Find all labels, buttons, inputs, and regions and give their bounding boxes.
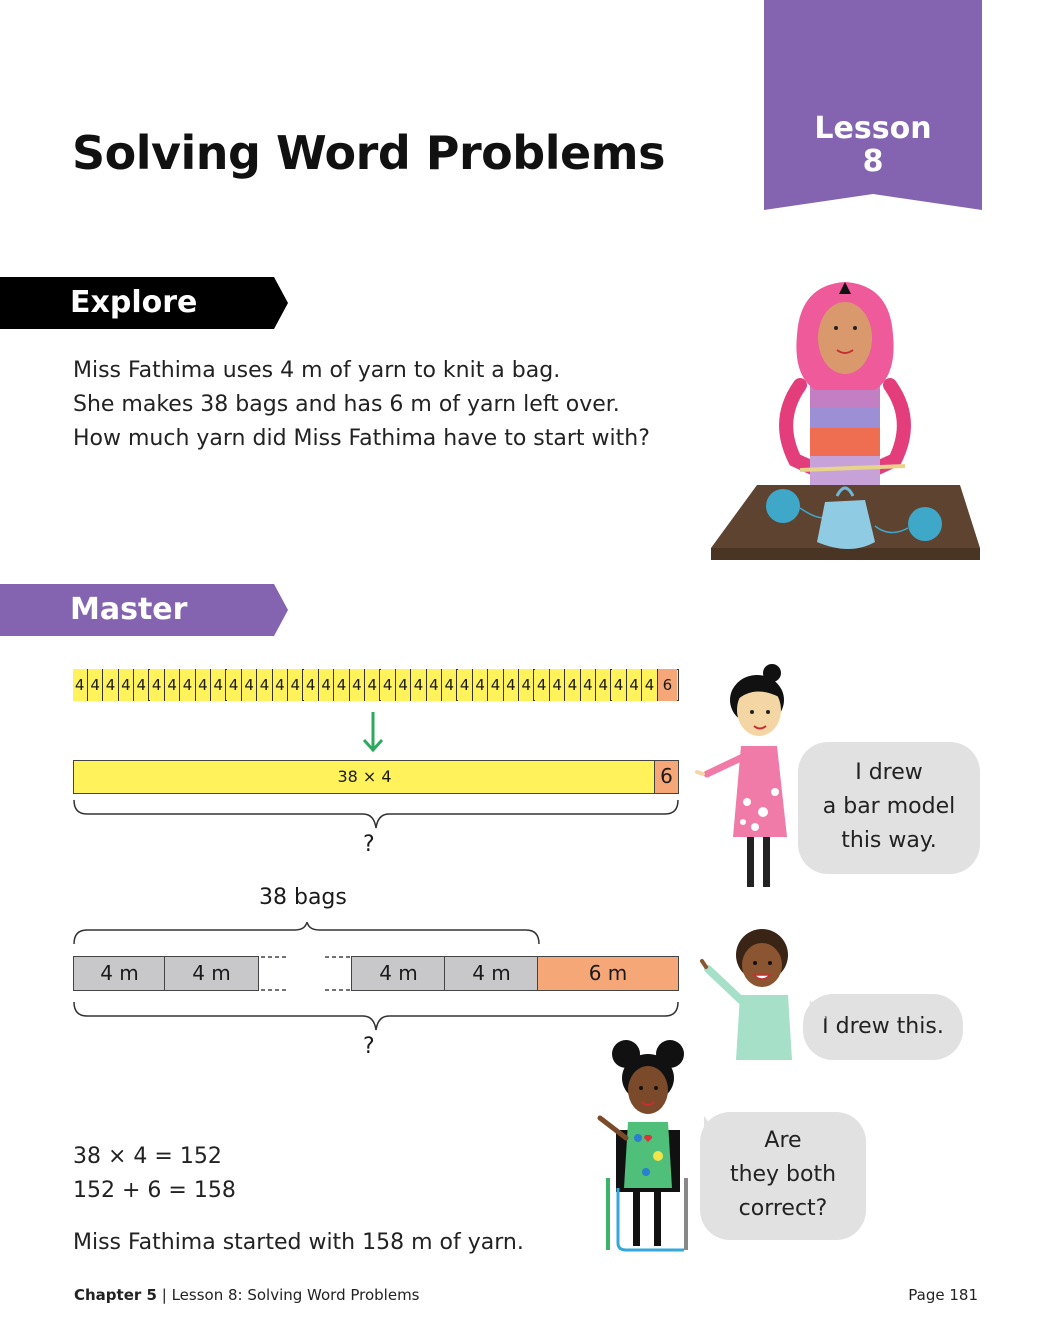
speech-bubble-2 — [803, 994, 963, 1060]
unknown-total: ? — [363, 832, 375, 857]
strip-cell: 4 — [565, 669, 580, 701]
strip-cell: 4 — [581, 669, 596, 701]
strip-cell: 4 — [304, 669, 319, 701]
strip-cell: 4 — [504, 669, 519, 701]
speech-bubble-3 — [700, 1112, 866, 1240]
bubble-line: a bar model — [822, 794, 956, 819]
bubble-tail — [682, 1112, 722, 1152]
strip-cell: 4 — [519, 669, 534, 701]
bubble-line: correct? — [738, 1196, 828, 1221]
lesson-label: Lesson — [814, 111, 932, 146]
total-brace-2 — [73, 1000, 679, 1034]
bar-model-combined — [73, 760, 679, 794]
problem-line: Miss Fathima uses 4 m of yarn to knit a bag. — [73, 358, 561, 383]
strip-cell: 4 — [396, 669, 411, 701]
strip-cell: 4 — [381, 669, 396, 701]
bubble-line: Are — [764, 1128, 802, 1153]
strip-cell: 4 — [103, 669, 118, 701]
footer-chapter: Chapter 5 — [74, 1286, 157, 1304]
footer-separator: | — [161, 1286, 172, 1304]
strip-cell: 4 — [365, 669, 380, 701]
strip-cell: 4 — [227, 669, 242, 701]
knitting-woman-illustration — [705, 280, 985, 565]
page-title: Solving Word Problems — [72, 126, 665, 180]
strip-cell: 4 — [319, 669, 334, 701]
strip-cell: 4 — [596, 669, 611, 701]
explore-label: Explore — [70, 285, 198, 320]
boy-character-illustration — [700, 925, 800, 1060]
problem-line: How much yarn did Miss Fathima have to start with? — [73, 426, 650, 451]
footer-breadcrumb — [74, 1286, 420, 1304]
bar-leftover-segment: 6 m — [537, 956, 679, 991]
strip-cell: 4 — [612, 669, 627, 701]
strip-cell: 4 — [273, 669, 288, 701]
lesson-badge — [764, 112, 982, 178]
strip-cell: 4 — [257, 669, 272, 701]
bar-model-38-cells — [73, 669, 679, 701]
strip-cell: 4 — [458, 669, 473, 701]
bags-brace — [73, 922, 541, 948]
strip-leftover-cell: 6 — [658, 669, 677, 701]
strip-cell: 4 — [627, 669, 642, 701]
bubble-line: I drew this. — [822, 1014, 944, 1039]
strip-cell: 4 — [196, 669, 211, 701]
bar-leftover: 6 — [654, 760, 679, 794]
strip-cell: 4 — [488, 669, 503, 701]
strip-cell: 4 — [350, 669, 365, 701]
strip-cell: 4 — [150, 669, 165, 701]
total-brace — [73, 798, 679, 832]
bubble-line: I drew — [855, 760, 923, 785]
bags-count-label: 38 bags — [259, 885, 347, 910]
lesson-number: 8 — [862, 144, 884, 179]
strip-cell: 4 — [88, 669, 103, 701]
equation: 38 × 4 = 152 — [73, 1144, 222, 1169]
bar-segment: 4 m — [351, 956, 446, 991]
problem-line: She makes 38 bags and has 6 m of yarn left over. — [73, 392, 620, 417]
explore-problem — [73, 354, 650, 456]
strip-cell: 4 — [73, 669, 88, 701]
strip-cell: 4 — [211, 669, 226, 701]
unknown-total-2: ? — [363, 1034, 375, 1059]
strip-cell: 4 — [165, 669, 180, 701]
strip-cell: 4 — [134, 669, 149, 701]
footer-lesson: Lesson 8: Solving Word Problems — [171, 1286, 420, 1304]
strip-cell: 4 — [535, 669, 550, 701]
strip-cell: 4 — [180, 669, 195, 701]
strip-cell: 4 — [550, 669, 565, 701]
strip-cell: 4 — [642, 669, 657, 701]
equations — [73, 1140, 236, 1208]
bubble-tail — [786, 996, 826, 1026]
bar-model-segmented — [73, 956, 679, 991]
bar-segment: 4 m — [444, 956, 539, 991]
strip-cell: 4 — [411, 669, 426, 701]
equation: 152 + 6 = 158 — [73, 1178, 236, 1203]
strip-cell: 4 — [334, 669, 349, 701]
speech-bubble-1 — [798, 742, 980, 874]
bubble-line: this way. — [841, 828, 937, 853]
strip-cell: 4 — [427, 669, 442, 701]
down-arrow-icon — [362, 712, 384, 754]
strip-cell: 4 — [473, 669, 488, 701]
strip-cell: 4 — [242, 669, 257, 701]
strip-cell: 4 — [442, 669, 457, 701]
bubble-line: they both — [729, 1162, 837, 1187]
bar-gap-dashes — [259, 956, 354, 991]
bar-segment: 4 m — [164, 956, 259, 991]
answer-text: Miss Fathima started with 158 m of yarn. — [73, 1230, 524, 1255]
master-label: Master — [70, 592, 188, 627]
bubble-tail — [780, 744, 820, 784]
page-number: Page 181 — [908, 1286, 978, 1304]
strip-cell: 4 — [288, 669, 303, 701]
bar-38x4: 38 × 4 — [73, 760, 656, 794]
bar-segment: 4 m — [73, 956, 166, 991]
strip-cell: 4 — [119, 669, 134, 701]
